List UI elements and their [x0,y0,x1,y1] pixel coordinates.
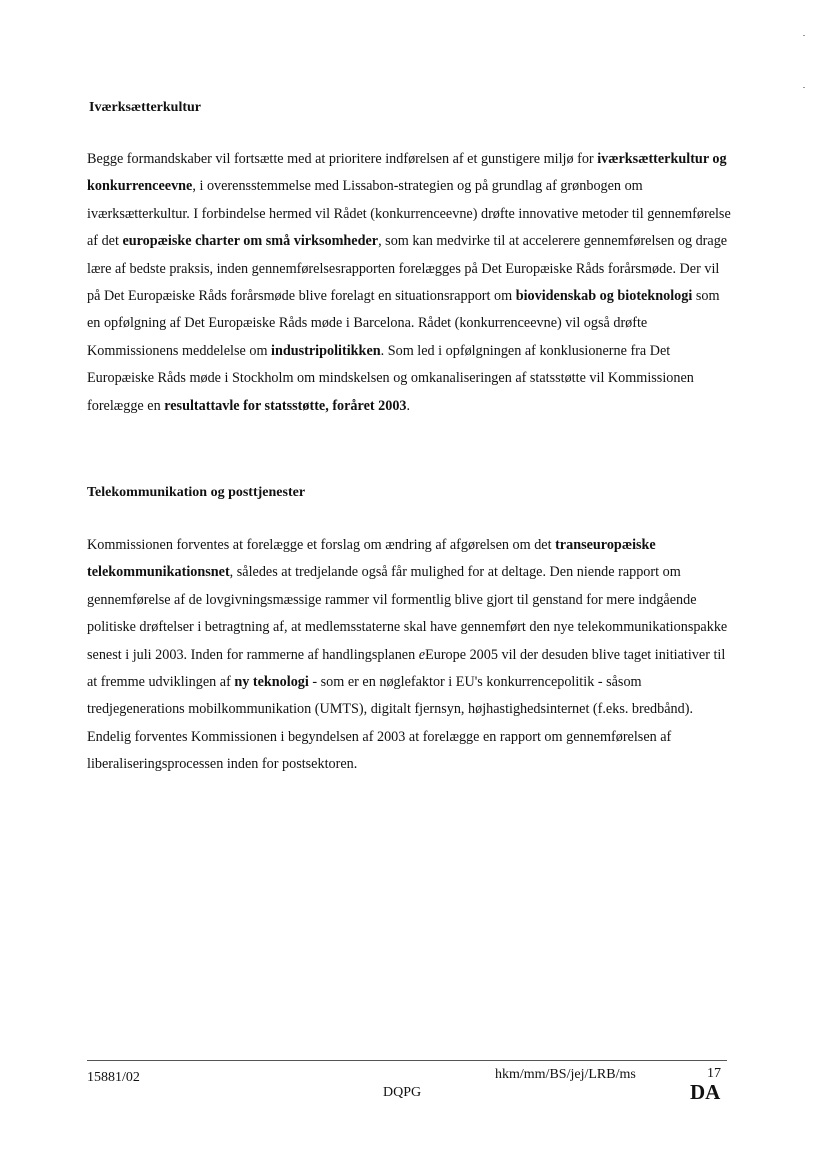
section-paragraph-telecom [87,532,732,779]
paragraph-text: . [406,397,411,414]
italic-text: e [418,646,426,663]
bold-term: transeuropæiske telekommunikationsnet [87,537,656,581]
paragraph-text: , som kan medvirke til at accelerere gennemførelsen og drage lære af bedste praksis, inden gennemførelsesrapporten forelægges på Det Europæiske Råds forårsmøde. Der vil på Det Europæiske Råds forårsmøde blive forelagt en situationsrapport om [87,233,728,305]
bold-term: industripolitikken [271,342,381,359]
bold-term: europæiske charter om små virksomheder [122,233,379,250]
scan-speck [803,87,805,88]
section-paragraph-entrepreneurship [87,146,732,420]
bold-term: ny teknologi [234,674,309,691]
paragraph-text: , i overensstemmelse med Lissabon-strategien og på grundlag af grønbogen om iværksætterkultur. I forbindelse hermed vil Rådet (konkurrenceevne) drøfte innovative metoder til gennemførelse af det [87,178,731,250]
footer-page-number: 17 [707,1066,721,1081]
footer-language-code: DA [690,1080,721,1104]
footer-document-number: 15881/02 [87,1070,140,1085]
scan-speck [803,35,805,36]
paragraph-text: - som er en nøglefaktor i EU's konkurrencepolitik - såsom tredjegenerations mobilkommunikation (UMTS), digitalt fjernsyn, højhastighedsinternet (f.eks. bredbånd). Endelig forventes Kommissionen i begyndelsen af 2003 at forelægge en rapport om gennemførelsen af liberaliseringsprocessen inden for postsektoren. [87,674,693,773]
paragraph-text: Kommissionen forventes at forelægge et forslag om ændring af afgørelsen om det [87,537,556,553]
paragraph-text: Begge formandskaber vil fortsætte med at prioritere indførelsen af et gunstigere miljø for [87,151,598,167]
paragraph-text: Europe 2005 vil der desuden blive taget initiativer til at fremme udviklingen af [87,646,726,691]
footer-divider [87,1060,727,1061]
bold-term: biovidenskab og bioteknologi [515,288,693,305]
paragraph-text: . Som led i opfølgningen af konklusionerne fra Det Europæiske Råds møde i Stockholm om mindskelsen og omkanaliseringen af statsstøtte vil Kommissionen forelægge en [87,342,694,414]
section-heading-entrepreneurship: Iværksætterkultur [89,100,201,115]
footer-department-code: DQPG [383,1085,422,1100]
paragraph-text: , således at tredjelande også får mulighed for at deltage. Den niende rapport om gennemførelse af de lovgivningsmæssige rammer vil formentlig blive gjort til genstand for mere indgående politiske drøftelser i betragtning af, at medlemsstaterne skal have gennemført den nye telekommunikationspakke senest i juli 2003. Inden for rammerne af handlingsplanen [87,564,728,663]
paragraph-text: som en opfølgning af Det Europæiske Råds møde i Barcelona. Rådet (konkurrenceevne) vil også drøfte Kommissionens meddelelse om [87,288,720,359]
bold-term: iværksætterkultur og konkurrenceevne [87,151,727,195]
section-heading-telecom: Telekommunikation og posttjenester [87,485,306,500]
bold-term: resultattavle for statsstøtte, foråret 2003 [164,397,407,414]
footer-initials: hkm/mm/BS/jej/LRB/ms [495,1067,636,1082]
